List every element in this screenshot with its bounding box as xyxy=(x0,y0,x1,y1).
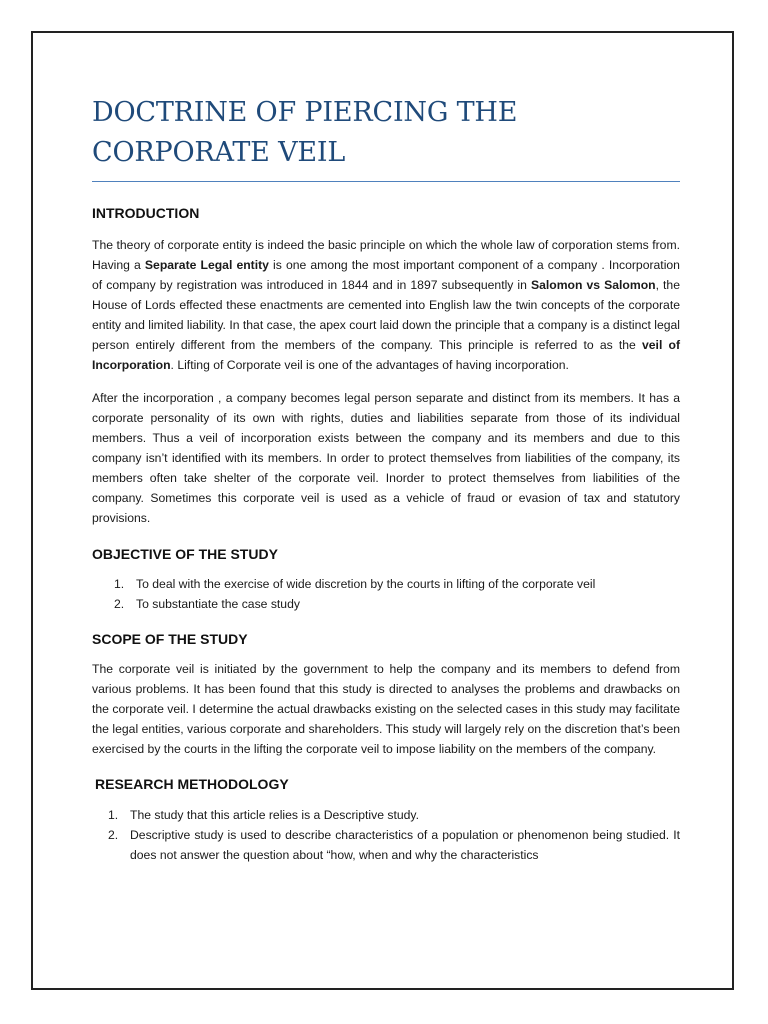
case-salomon-vs-salomon: Salomon vs Salomon xyxy=(530,278,656,292)
methodology-heading: RESEARCH METHODOLOGY xyxy=(95,776,289,792)
scope-paragraph: The corporate veil is initiated by the government to help the company and its members to defend from various problems. It has been found that this study is directed to analyses the problems and drawbacks on the corporate veil. I determine the actual drawbacks existing on the selected cases in this study may facilitate the legal entities, various corporate and shareholders. This study will largely rely on the discretion that’s been exercised by the courts in the lifting the corporate veil to impose liability on the members of the company. xyxy=(92,662,680,756)
introduction-heading: INTRODUCTION xyxy=(92,205,200,221)
term-separate-legal-entity: Separate Legal entity xyxy=(144,258,269,272)
list-item: 1. To deal with the exercise of wide discretion by the courts in lifting of the corporate veil xyxy=(114,577,596,591)
document-body xyxy=(92,93,680,865)
title-line-2: CORPORATE VEIL xyxy=(92,137,346,168)
term-veil-of-incorporation: veil of Incorporation xyxy=(92,338,681,372)
methodology-list xyxy=(92,805,680,865)
introduction-paragraph-2: After the incorporation , a company becomes legal person separate and distinct from its members. It has a corporate personality of its own with rights, duties and liabilities separate from those of its individual members. Thus a veil of incorporation exists between the company and its members and due to this company isn’t identified with its members. In order to protect themselves from liabilities of the company, its members often take shelter of the corporate veil. Inorder to protect themselves from liabilities of the company. Sometimes this corporate veil is used as a vehicle of fraud or evasion of tax and statutory provisions. xyxy=(92,391,680,525)
objective-list xyxy=(92,574,680,614)
introduction-paragraph-1: The theory of corporate entity is indeed the basic principle on which the whole law of corporation stems from. Having a Separate Legal entity is one among the most important component of a company . Incorporation of company by registration was introduced in 1844 and in 1897 subsequently in Salomon vs Salomon, the House of Lords effected these enactments are cemented into English law the twin concepts of the corporate entity and limited liability. In that case, the apex court laid down the principle that a company is a distinct legal person entirely different from the members of the company. This principle is referred to as the veil of Incorporation. Lifting of Corporate veil is one of the advantages of having incorporation. xyxy=(92,238,681,372)
title-line-1: DOCTRINE OF PIERCING THE xyxy=(92,97,518,128)
objective-heading: OBJECTIVE OF THE STUDY xyxy=(92,546,278,562)
scope-heading: SCOPE OF THE STUDY xyxy=(92,631,248,647)
list-item: 2. To substantiate the case study xyxy=(114,597,300,611)
list-item: 2. Descriptive study is used to describe characteristics of a population or phenomenon being studied. It does not answer the question about “how, when and why the characteristics xyxy=(108,828,680,862)
document-title xyxy=(92,93,680,173)
list-item: 1. The study that this article relies is a Descriptive study. xyxy=(108,808,419,822)
title-underline xyxy=(92,181,680,182)
page-frame xyxy=(31,31,734,990)
